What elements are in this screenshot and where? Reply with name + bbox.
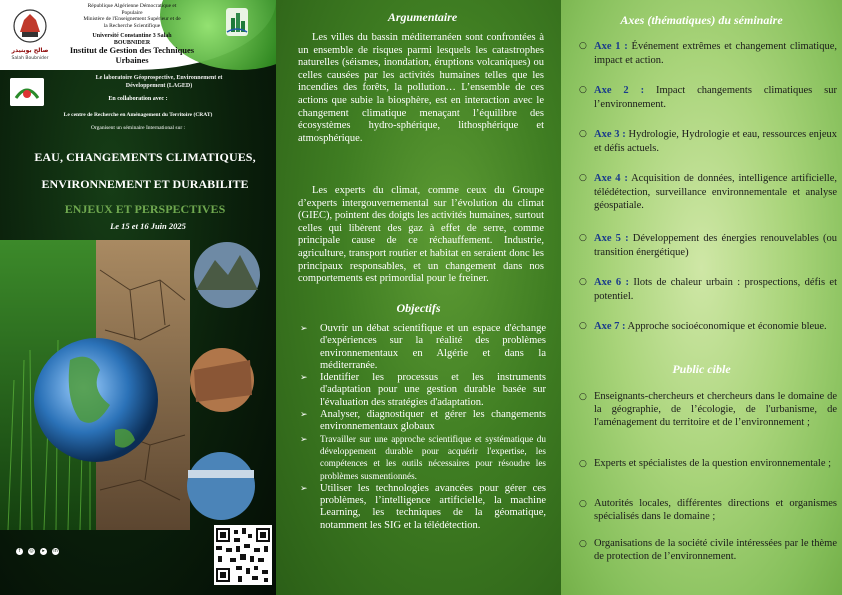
axes-title: Axes (thématiques) du séminaire <box>620 13 783 27</box>
circle-bullet-icon: ○ <box>579 173 587 183</box>
arrow-bullet-icon: ➢ <box>300 434 308 445</box>
circle-bullet-icon: ○ <box>579 85 587 95</box>
public-item-3 <box>579 498 837 524</box>
circle-bullet-icon: ○ <box>579 129 587 139</box>
argumentaire-title: Argumentaire <box>387 10 458 24</box>
axe-item-5 <box>579 232 837 259</box>
inst-name-line: Urbaines <box>115 54 149 65</box>
objectif-text: Travailler sur une approche scientifique et systématique du développement durable pour acquérir l'expertise, les compétences et les outils nécessaires pour résoudre les problèmes susmentionnés. <box>320 433 546 481</box>
circle-bullet-icon: ○ <box>579 277 587 287</box>
lab-text-line: Le laboratoire Géoprospective, Environnement et <box>95 75 223 81</box>
seminar-title-line1: EAU, CHANGEMENTS CLIMATIQUES, <box>34 150 256 164</box>
public-text: Autorités locales, différentes directions et organismes spécialisés dans le domaine ; <box>594 498 837 522</box>
axe-text: Approche socioéconomique et économie bleue. <box>625 321 827 332</box>
objectif-item <box>300 409 546 434</box>
objectif-item <box>300 323 546 372</box>
facebook-icon[interactable]: f <box>16 548 23 555</box>
institute-logo <box>222 6 252 40</box>
public-item-4 <box>579 538 837 564</box>
axe-item-2 <box>579 84 837 111</box>
seminar-subtitle: ENJEUX ET PERSPECTIVES <box>64 202 226 216</box>
axe-text: Développement des énergies renouvelables (ou transition énergétique) <box>594 233 837 258</box>
axe-item-6 <box>579 276 837 303</box>
objectif-text: Identifier les processus et les instruments d'adaptation pour une gestion durable basée sur l'évaluation des stratégies d'adaptation. <box>320 372 546 408</box>
public-text: Experts et spécialistes de la question environnementale ; <box>594 458 832 469</box>
instagram-icon[interactable]: ◎ <box>29 548 34 554</box>
axe-text: Événement extrêmes et changement climatique, impact et action. <box>594 41 837 66</box>
collaboration-text: En collaboration avec : <box>108 96 168 102</box>
circle-bullet-icon: ○ <box>579 459 587 469</box>
sea-photo <box>187 452 255 520</box>
argumentaire-paragraph-1: Les villes du bassin méditerranéen sont confrontées à un ensemble de risques parmi lesquels les catastrophes naturelles (séismes, inondation, éruptions volcaniques) ou celles causées par les activités humaines telles que les incendies des forêts, la pollution… L’ensemble de ces actions que subie la biosphère, est en interaction avec le changement climatique menaçant l’équilibre des écosystèmes hydro-sphérique, lithosphérique et atmosphérique. <box>298 32 544 144</box>
social-icons <box>16 548 59 555</box>
objectif-item <box>300 372 546 409</box>
axe-item-1 <box>579 40 837 67</box>
public-item-2 <box>579 458 837 471</box>
seminar-dates: Le 15 et 16 Juin 2025 <box>110 221 186 231</box>
university-logo <box>8 6 52 62</box>
axe-label: Axe 3 : <box>594 129 626 140</box>
objectif-item <box>300 434 546 483</box>
gov-line: Populaire <box>121 9 143 16</box>
axe-label: Axe 6 : <box>594 277 630 288</box>
axe-item-4 <box>579 172 837 213</box>
lab-text-line: Développement (LAGED) <box>125 83 193 89</box>
axes-panel <box>561 0 842 595</box>
svg-text:صالح بوبنيدر: صالح بوبنيدر <box>11 47 49 54</box>
youtube-icon[interactable]: ▸ <box>40 548 47 555</box>
objectifs-title: Objectifs <box>396 301 441 315</box>
axe-label: Axe 4 : <box>594 173 628 184</box>
crat-text: Le centre de Recherche en Aménagement du Territoire (CRAT) <box>63 112 213 118</box>
circle-bullet-icon: ○ <box>579 321 587 331</box>
arrow-bullet-icon: ➢ <box>300 324 308 334</box>
axe-label: Axe 2 : <box>594 85 645 96</box>
argumentaire-paragraph-2: Les experts du climat, comme ceux du Groupe d’experts intergouvernemental sur l’évolution du climat (GIEC), pointent des doigts les activités humaines, surtout celles qui libèrent des gaz à effet de serre, comme principale cause de ce réchauffement. Industrie, agriculture, transport routier et habitat en seraient donc les principaux responsables, et un changement dans nos comportements est primordial pour le freiner. <box>298 185 544 285</box>
linkedin-icon[interactable]: in <box>53 548 58 554</box>
objectif-item <box>300 483 546 532</box>
objectifs-list <box>300 323 546 532</box>
univ-name-line: BOUBNIDER <box>113 40 151 46</box>
argumentaire-panel <box>276 0 561 595</box>
public-text: Organisations de la société civile intéressées par le thème de protection de l’environnement. <box>594 538 837 562</box>
circle-bullet-icon: ○ <box>579 233 587 243</box>
objectif-text: Ouvrir un débat scientifique et un espace d'échange d'expériences sur la réalité des problèmes environnementaux en Algérie et dans la méditerranée. <box>320 323 546 371</box>
gov-line: République Algérienne Démocratique et <box>87 3 177 9</box>
qr-code[interactable] <box>214 525 272 585</box>
objectif-text: Analyser, diagnostiquer et gérer les changements environnementaux globaux <box>320 409 546 433</box>
univ-name-line: Université Constantine 3 Salah <box>92 33 172 39</box>
public-text: Enseignants-chercheurs et chercheurs dans le domaine de la géographie, de l’écologie, de l'urbanisme, de l'aménagement du territoire et de l’environnement ; <box>594 391 837 428</box>
axe-item-3 <box>579 128 837 155</box>
public-item-1 <box>579 391 837 429</box>
circle-bullet-icon: ○ <box>579 392 587 402</box>
axe-label: Axe 5 : <box>594 233 629 244</box>
axe-text: Acquisition de données, intelligence artificielle, télédétection, surveillance environnementale et analyse géospatiale. <box>594 173 837 211</box>
organise-text: Organisent un séminaire International sur : <box>90 125 186 131</box>
objectif-text: Utiliser les technologies avancées pour gérer ces problèmes, l’intelligence artificielle, la machine Learning, les techniques de la géomatique, notamment les SIG et la télédétection. <box>320 482 546 531</box>
gov-line: Ministère de l'Enseignement Supérieur et de <box>83 16 181 22</box>
axe-item-7 <box>579 320 837 334</box>
seminar-title-line2: ENVIRONNEMENT ET DURABILITE <box>41 177 249 191</box>
axe-label: Axe 7 : <box>594 321 626 332</box>
axe-text: Hydrologie, Hydrologie et eau, ressources enjeux et défis actuels. <box>594 129 837 154</box>
cover-panel <box>0 0 276 595</box>
inst-name-line: Institut de Gestion des Techniques <box>69 45 195 55</box>
institute-name <box>52 46 212 65</box>
government-header <box>52 3 212 29</box>
axe-text: Ilots de chaleur urbain : prospections, défis et potentiel. <box>594 277 837 302</box>
gov-line: la Recherche Scientifique <box>103 22 161 29</box>
axe-label: Axe 1 : <box>594 41 628 52</box>
laboratory-name <box>46 74 272 90</box>
public-cible-title: Public cible <box>672 362 731 376</box>
circle-bullet-icon: ○ <box>579 499 587 509</box>
circle-bullet-icon: ○ <box>579 41 587 51</box>
axe-text: Impact changements climatiques sur l’environnement. <box>594 85 837 110</box>
arrow-bullet-icon: ➢ <box>300 410 308 421</box>
circle-bullet-icon: ○ <box>579 539 587 549</box>
earth-illustration <box>0 230 276 530</box>
univ-logo-caption: Salah Boubnider <box>11 56 49 61</box>
arrow-bullet-icon: ➢ <box>300 483 308 494</box>
arrow-bullet-icon: ➢ <box>300 373 308 384</box>
